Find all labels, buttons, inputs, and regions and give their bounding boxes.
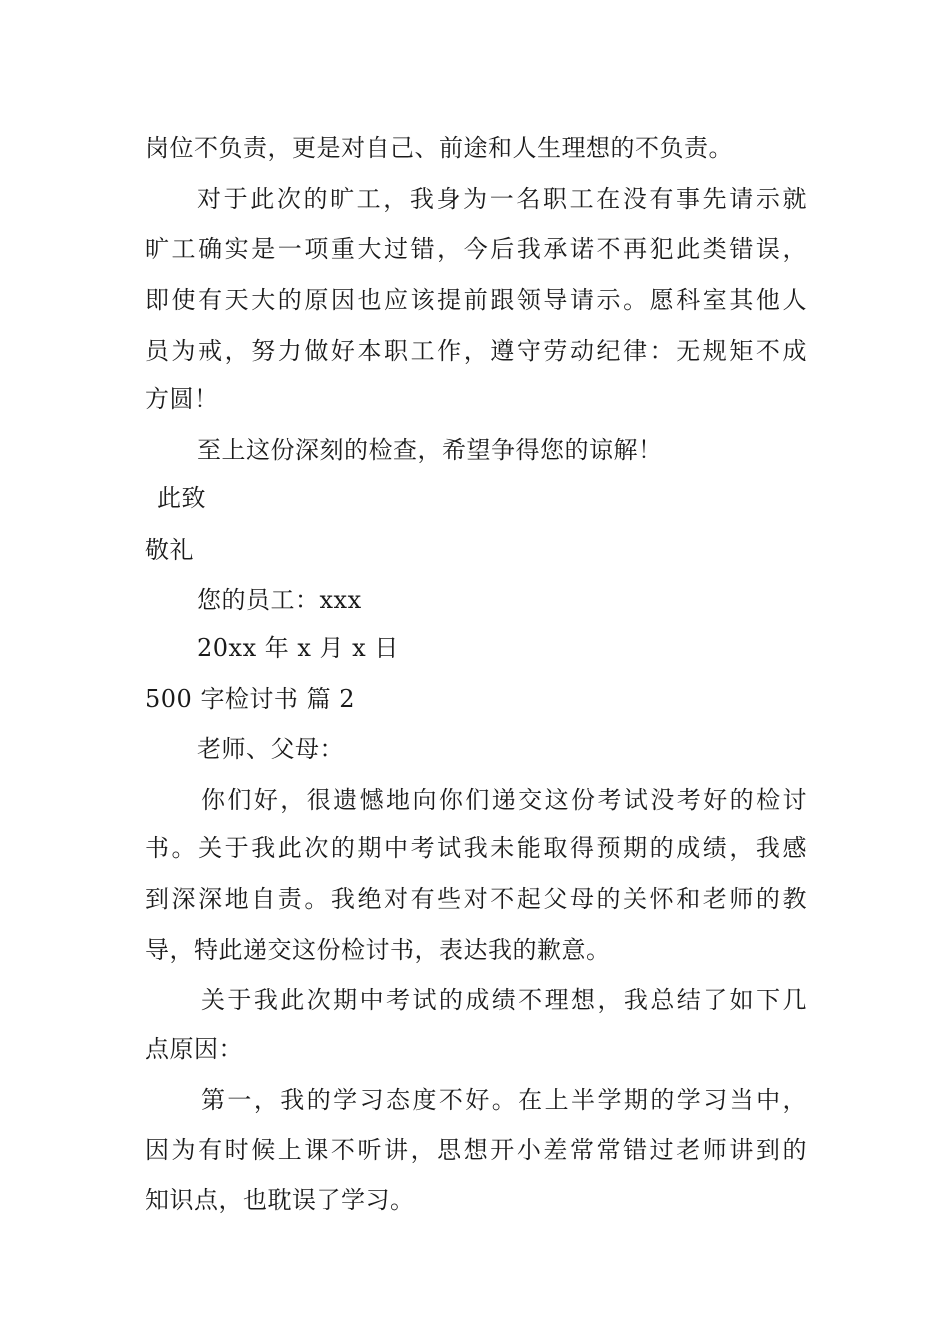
paragraph-line: 关于我此次期中考试的成绩不理想，我总结了如下几 <box>201 986 807 1014</box>
paragraph-line: 你们好，很遗憾地向你们递交这份考试没考好的检讨 <box>201 786 807 814</box>
paragraph-line: 导，特此递交这份检讨书，表达我的歉意。 <box>145 936 611 964</box>
paragraph-line: 书。关于我此次的期中考试我未能取得预期的成绩，我感 <box>145 834 807 862</box>
paragraph-line: 对于此次的旷工，我身为一名职工在没有事先请示就 <box>197 185 807 213</box>
salutation-line: 此致 <box>157 484 206 512</box>
greeting-line: 老师、父母： <box>197 735 344 763</box>
salutation-line: 敬礼 <box>145 536 194 564</box>
signature-line: 您的员工：xxx <box>197 586 362 614</box>
text-line: 岗位不负责，更是对自己、前途和人生理想的不负责。 <box>145 134 733 162</box>
date-line: 20xx 年 x 月 x 日 <box>197 634 399 662</box>
section-heading: 500 字检讨书 篇 2 <box>145 685 355 713</box>
paragraph-line: 因为有时候上课不听讲，思想开小差常常错过老师讲到的 <box>145 1136 807 1164</box>
paragraph-line: 旷工确实是一项重大过错，今后我承诺不再犯此类错误， <box>145 235 807 263</box>
paragraph-line: 知识点，也耽误了学习。 <box>145 1186 415 1214</box>
paragraph-line: 第一，我的学习态度不好。在上半学期的学习当中， <box>201 1086 807 1114</box>
paragraph-line: 点原因： <box>145 1035 243 1063</box>
paragraph-line: 即使有天大的原因也应该提前跟领导请示。愿科室其他人 <box>145 286 807 314</box>
paragraph-line: 方圆！ <box>145 385 219 413</box>
paragraph-line: 到深深地自责。我绝对有些对不起父母的关怀和老师的教 <box>145 885 807 913</box>
paragraph-line: 员为戒，努力做好本职工作，遵守劳动纪律：无规矩不成 <box>145 337 807 365</box>
paragraph-line: 至上这份深刻的检查，希望争得您的谅解！ <box>197 436 663 464</box>
